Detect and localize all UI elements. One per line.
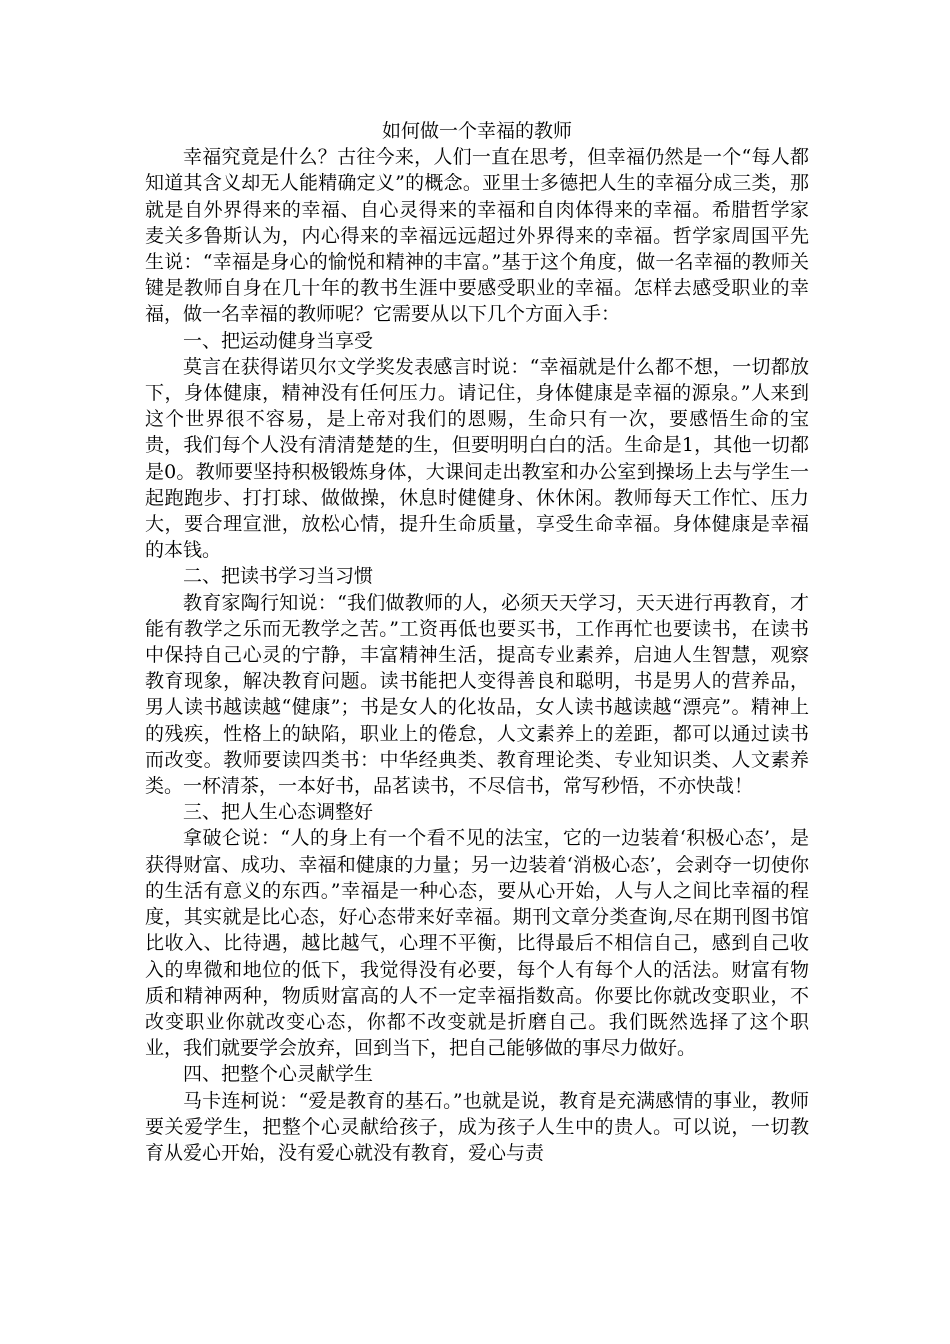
section-heading-2: 二、把读书学习当习惯 [183, 565, 374, 588]
section-1-paragraph: 莫言在获得诺贝尔文学奖发表感言时说：“幸福就是什么都不想，一切都放下，身体健康，精神没有任何压力。请记住，身体健康是幸福的源泉。”人来到这个世界很不容易，是上帝对我们的恩赐，生命只有一次，要感悟生命的宝贵，我们每个人没有清清楚楚的生，但要明明白白的活。生命是1，其他一切都是0。教师要坚持积极锻炼身体，大课间走出教室和办公室到操场上去与学生一起跑跑步、打打球、做做操，休息时健健身、休休闲。教师每天工作忙、压力大，要合理宣泄，放松心情，提升生命质量，享受生命幸福。身体健康是幸福的本钱。 [145, 355, 809, 562]
document-page [145, 118, 809, 1166]
section-heading-1: 一、把运动健身当享受 [183, 329, 374, 352]
document-title: 如何做一个幸福的教师 [381, 120, 572, 142]
section-2-paragraph: 教育家陶行知说：“我们做教师的人，必须天天学习，天天进行再教育，才能有教学之乐而无教学之苦。”工资再低也要买书，工作再忙也要读书，在读书中保持自己心灵的宁静，丰富精神生活，提高专业素养，启迪人生智慧，观察教育现象，解决教育问题。读书能把人变得善良和聪明，书是男人的营养品，男人读书越读越“健康”；书是女人的化妆品，女人读书越读越“漂亮”。精神上的残疾，性格上的缺陷，职业上的倦怠，人文素养上的差距，都可以通过读书而改变。教师要读四类书：中华经典类、教育理论类、专业知识类、人文素养类。一杯清茶，一本好书，品茗读书，不尽信书，常写秒悟，不亦快哉！ [145, 591, 809, 798]
section-3-paragraph: 拿破仑说：“人的身上有一个看不见的法宝，它的一边装着‘积极心态’，是获得财富、成功、幸福和健康的力量；另一边装着‘消极心态’，会剥夺一切使你的生活有意义的东西。”幸福是一种心态，要从心开始，人与人之间比幸福的程度，其实就是比心态，好心态带来好幸福。期刊文章分类查询,尽在期刊图书馆比收入、比待遇，越比越气，心理不平衡，比得最后不相信自己，感到自己收入的卑微和地位的低下，我觉得没有必要，每个人有每个人的活法。财富有物质和精神两种，物质财富高的人不一定幸福指数高。你要比你就改变职业，不改变职业你就改变心态，你都不改变就是折磨自己。我们既然选择了这个职业，我们就要学会放弃，回到当下，把自己能够做的事尽力做好。 [145, 827, 809, 1060]
section-4-paragraph: 马卡连柯说：“爱是教育的基石。”也就是说，教育是充满感情的事业，教师要关爱学生，把整个心灵献给孩子，成为孩子人生中的贵人。可以说，一切教育从爱心开始，没有爱心就没有教育，爱心与责 [145, 1089, 809, 1164]
section-heading-4: 四、把整个心灵献学生 [183, 1063, 374, 1086]
section-heading-3: 三、把人生心态调整好 [183, 801, 374, 824]
intro-paragraph: 幸福究竟是什么？古往今来，人们一直在思考，但幸福仍然是一个“每人都知道其含义却无人能精确定义”的概念。亚里士多德把人生的幸福分成三类，那就是自外界得来的幸福、自心灵得来的幸福和自肉体得来的幸福。希腊哲学家麦关多鲁斯认为，内心得来的幸福远远超过外界得来的幸福。哲学家周国平先生说：“幸福是身心的愉悦和精神的丰富。”基于这个角度，做一名幸福的教师关键是教师自身在几十年的教书生涯中要感受职业的幸福。怎样去感受职业的幸福，做一名幸福的教师呢？它需要从以下几个方面入手： [145, 146, 809, 326]
